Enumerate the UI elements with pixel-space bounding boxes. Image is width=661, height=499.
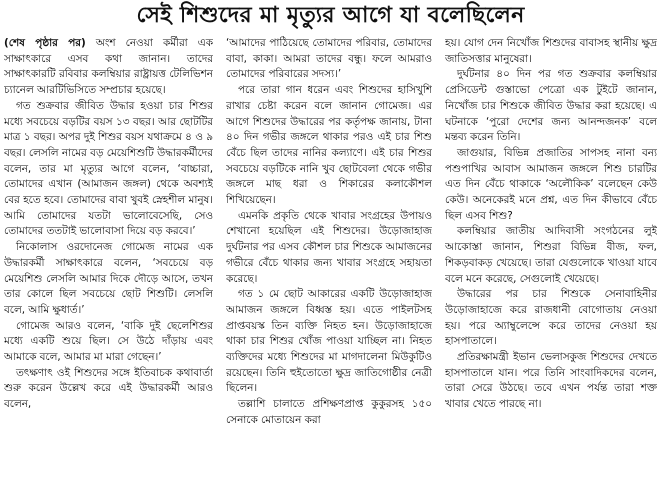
paragraph-text: অংশ নেওয়া কর্মীরা এক সাক্ষাৎকারে এসব কথা জানান। তাদের সাক্ষাৎকারটি রবিবার কলম্বিয়ার রাষ্ট্রায়ত্ত টেলিভিশন চ্যানেল আরটিভিসিতে সম্প্রচার হয়েছে।: [4, 37, 213, 97]
paragraph: গোমেজ আরও বলেন, ‘বাকি দুই ছেলেশিশুর মধ্যে একটি শুয়ে ছিল। সে উঠে দাঁড়ায় এবং আমাকে বলে, আমার মা মারা গেছেন।’: [4, 319, 213, 364]
paragraph: উদ্ধারের পর চার শিশুকে সেনাবাহিনীর উড়োজাহাজে করে রাজধানী বোগোতায় নেওয়া হয়। পরে অ্যাম্বুলেন্সে করে তাদের নেওয়া হয় হাসপাতালে।: [445, 288, 657, 348]
paragraph: দুর্ঘটনার ৪০ দিন পর গত শুক্রবার কলম্বিয়ার প্রেসিডেন্ট গুস্তাভো পেত্রো এক টুইটে জানান, নিখোঁজ চার শিশুকে জীবিত উদ্ধার করা হয়েছে। এ ঘটনাকে ‘পুরো দেশের জন্য আনন্দজনক’ বলে মন্তব্য করেন তিনি।: [445, 68, 657, 144]
paragraph: নিকোলাস ওরদোনেজ গোমেজ নামের এক উদ্ধারকর্মী সাক্ষাৎকারে বলেন, ‘সবচেয়ে বড় মেয়েশিশু লেসলি আমার দিকে দৌড়ে আসে, তখন তার কোলে ছিল সবচেয়ে ছোট শিশুটি। লেসলি বলে, আমি ক্ষুধার্ত।’: [4, 241, 213, 316]
headline: সেই শিশুদের মা মৃত্যুর আগে যা বলেছিলেন: [136, 3, 525, 28]
paragraph: তল্লাশি চালাতে প্রশিক্ষণপ্রাপ্ত কুকুরসহ ১৫০ সেনাকে মোতায়েন করা: [226, 398, 432, 426]
paragraph: এমনকি প্রকৃতি থেকে খাবার সংগ্রহের উপায়ও শেখানো হয়েছিল এই শিশুদের। উড়োজাহাজ দুর্ঘটনার পর এসব কৌশল চার শিশুকে আমাজনের গভীরে বেঁচে থাকার জন্য খাবার সংগ্রহে সহায়তা করেছে।: [226, 209, 432, 285]
paragraph: হয়। যোগ দেন নিখোঁজ শিশুদের বাবাসহ স্থানীয় ক্ষুদ্র জাতিসত্তার মানুষেরা।: [445, 37, 657, 65]
paragraph: গত শুক্রবার জীবিত উদ্ধার হওয়া চার শিশুর মধ্যে সবচেয়ে বড়টির বয়স ১৩ বছর। আর ছোটটির মাত্র ১ বছর। অপর দুই শিশুর বয়স যথাক্রমে ৪ ও ৯ বছর। লেসলি নামের বড় মেয়েশিশুটি উদ্ধারকর্মীদের বলেন, তার মা মৃত্যুর আগে বলেন, ‘বাচ্চারা, তোমাদের এখান (আমাজন জঙ্গল) থেকে অবশ্যই বের হতে হবে। তোমাদের বাবা খুবই স্নেহশীল মানুষ। আমি তোমাদের যতটা ভালোবেসেছি, সেও তোমাদের ততটাই ভালোবাসা দিয়ে বড় করবে।’: [4, 99, 213, 238]
paragraph: তৎক্ষণাৎ ওই শিশুদের সঙ্গে ইতিবাচক কথাবার্তা শুরু করেন উল্লেখ করে এই উদ্ধারকর্মী আরও বলেন,: [4, 366, 213, 411]
paragraph: জাগুয়ার, বিভিন্ন প্রজাতির সাপসহ নানা বন্য পশুপাখির আবাস আমাজন জঙ্গলে শিশু চারটির এত দিন বেঁচে থাকাকে ‘অলৌকিক’ বলেছেন কেউ কেউ। অনেকেরই মনে প্রশ্ন, এত দিন কীভাবে বেঁচে ছিল এসব শিশু?: [445, 146, 657, 222]
paragraph: কলম্বিয়ার জাতীয় আদিবাসী সংগঠনের লুই আকোস্তা জানান, শিশুরা বিভিন্ন বীজ, ফল, শিকড়বাকড় খেয়েছে। তারা যেগুলোকে খাওয়া যাবে বলে মনে করেছে, সেগুলোই খেয়েছে।: [445, 225, 657, 285]
article-column-1: [4, 36, 213, 496]
article-column-2: [226, 36, 432, 496]
paragraph: ‘আমাদের পাঠিয়েছে তোমাদের পরিবার, তোমাদের বাবা, কাকা। আমরা তাদের বন্ধু। ফলে আমরাও তোমাদের পরিবারের সদস্য।’: [226, 37, 432, 81]
paragraph: গত ১ মে ছোট আকারের একটি উড়োজাহাজ আমাজন জঙ্গলে বিধ্বস্ত হয়। এতে পাইলটসহ প্রাপ্তবয়স্ক তিন ব্যক্তি নিহত হন। উড়োজাহাজে থাকা চার শিশুর খোঁজ পাওয়া যাচ্ছিল না। নিহত ব্যক্তিদের মধ্যে শিশুদের মা মাগদালেনা মিউকুটিও রয়েছেন। তিনি হুইতোতো ক্ষুদ্র জাতিগোষ্ঠীর নেত্রী ছিলেন।: [226, 288, 432, 395]
article-column-3: [445, 36, 657, 496]
paragraph: পরে তারা গান ধরেন এবং শিশুদের হাসিখুশি রাখার চেষ্টা করেন বলে জানান গোমেজ। এর আগে শিশুদের উদ্ধারের পর কর্তৃপক্ষ জানায়, টানা ৪০ দিন গভীর জঙ্গলে থাকার পরও এই চার শিশু বেঁচে ছিল তাদের নানির কল্যাণে। এই চার শিশুর সবচেয়ে বড়টিকে নানি খুব ছোটবেলা থেকে গভীর জঙ্গলে মাছ ধরা ও শিকারের কলাকৌশল শিখিয়েছেন।: [226, 84, 432, 207]
continued-from-tag: (শেষ পৃষ্ঠার পর): [4, 37, 86, 49]
paragraph: [4, 36, 213, 99]
paragraph: প্রতিরক্ষামন্ত্রী ইভান ভেলাসকুজ শিশুদের দেখতে হাসপাতালে যান। পরে তিনি সাংবাদিকদের বলেন, তারা সেরে উঠছে। তবে এখন পর্যন্ত তারা শক্ত খাবার খেতে পারছে না।: [445, 351, 657, 411]
